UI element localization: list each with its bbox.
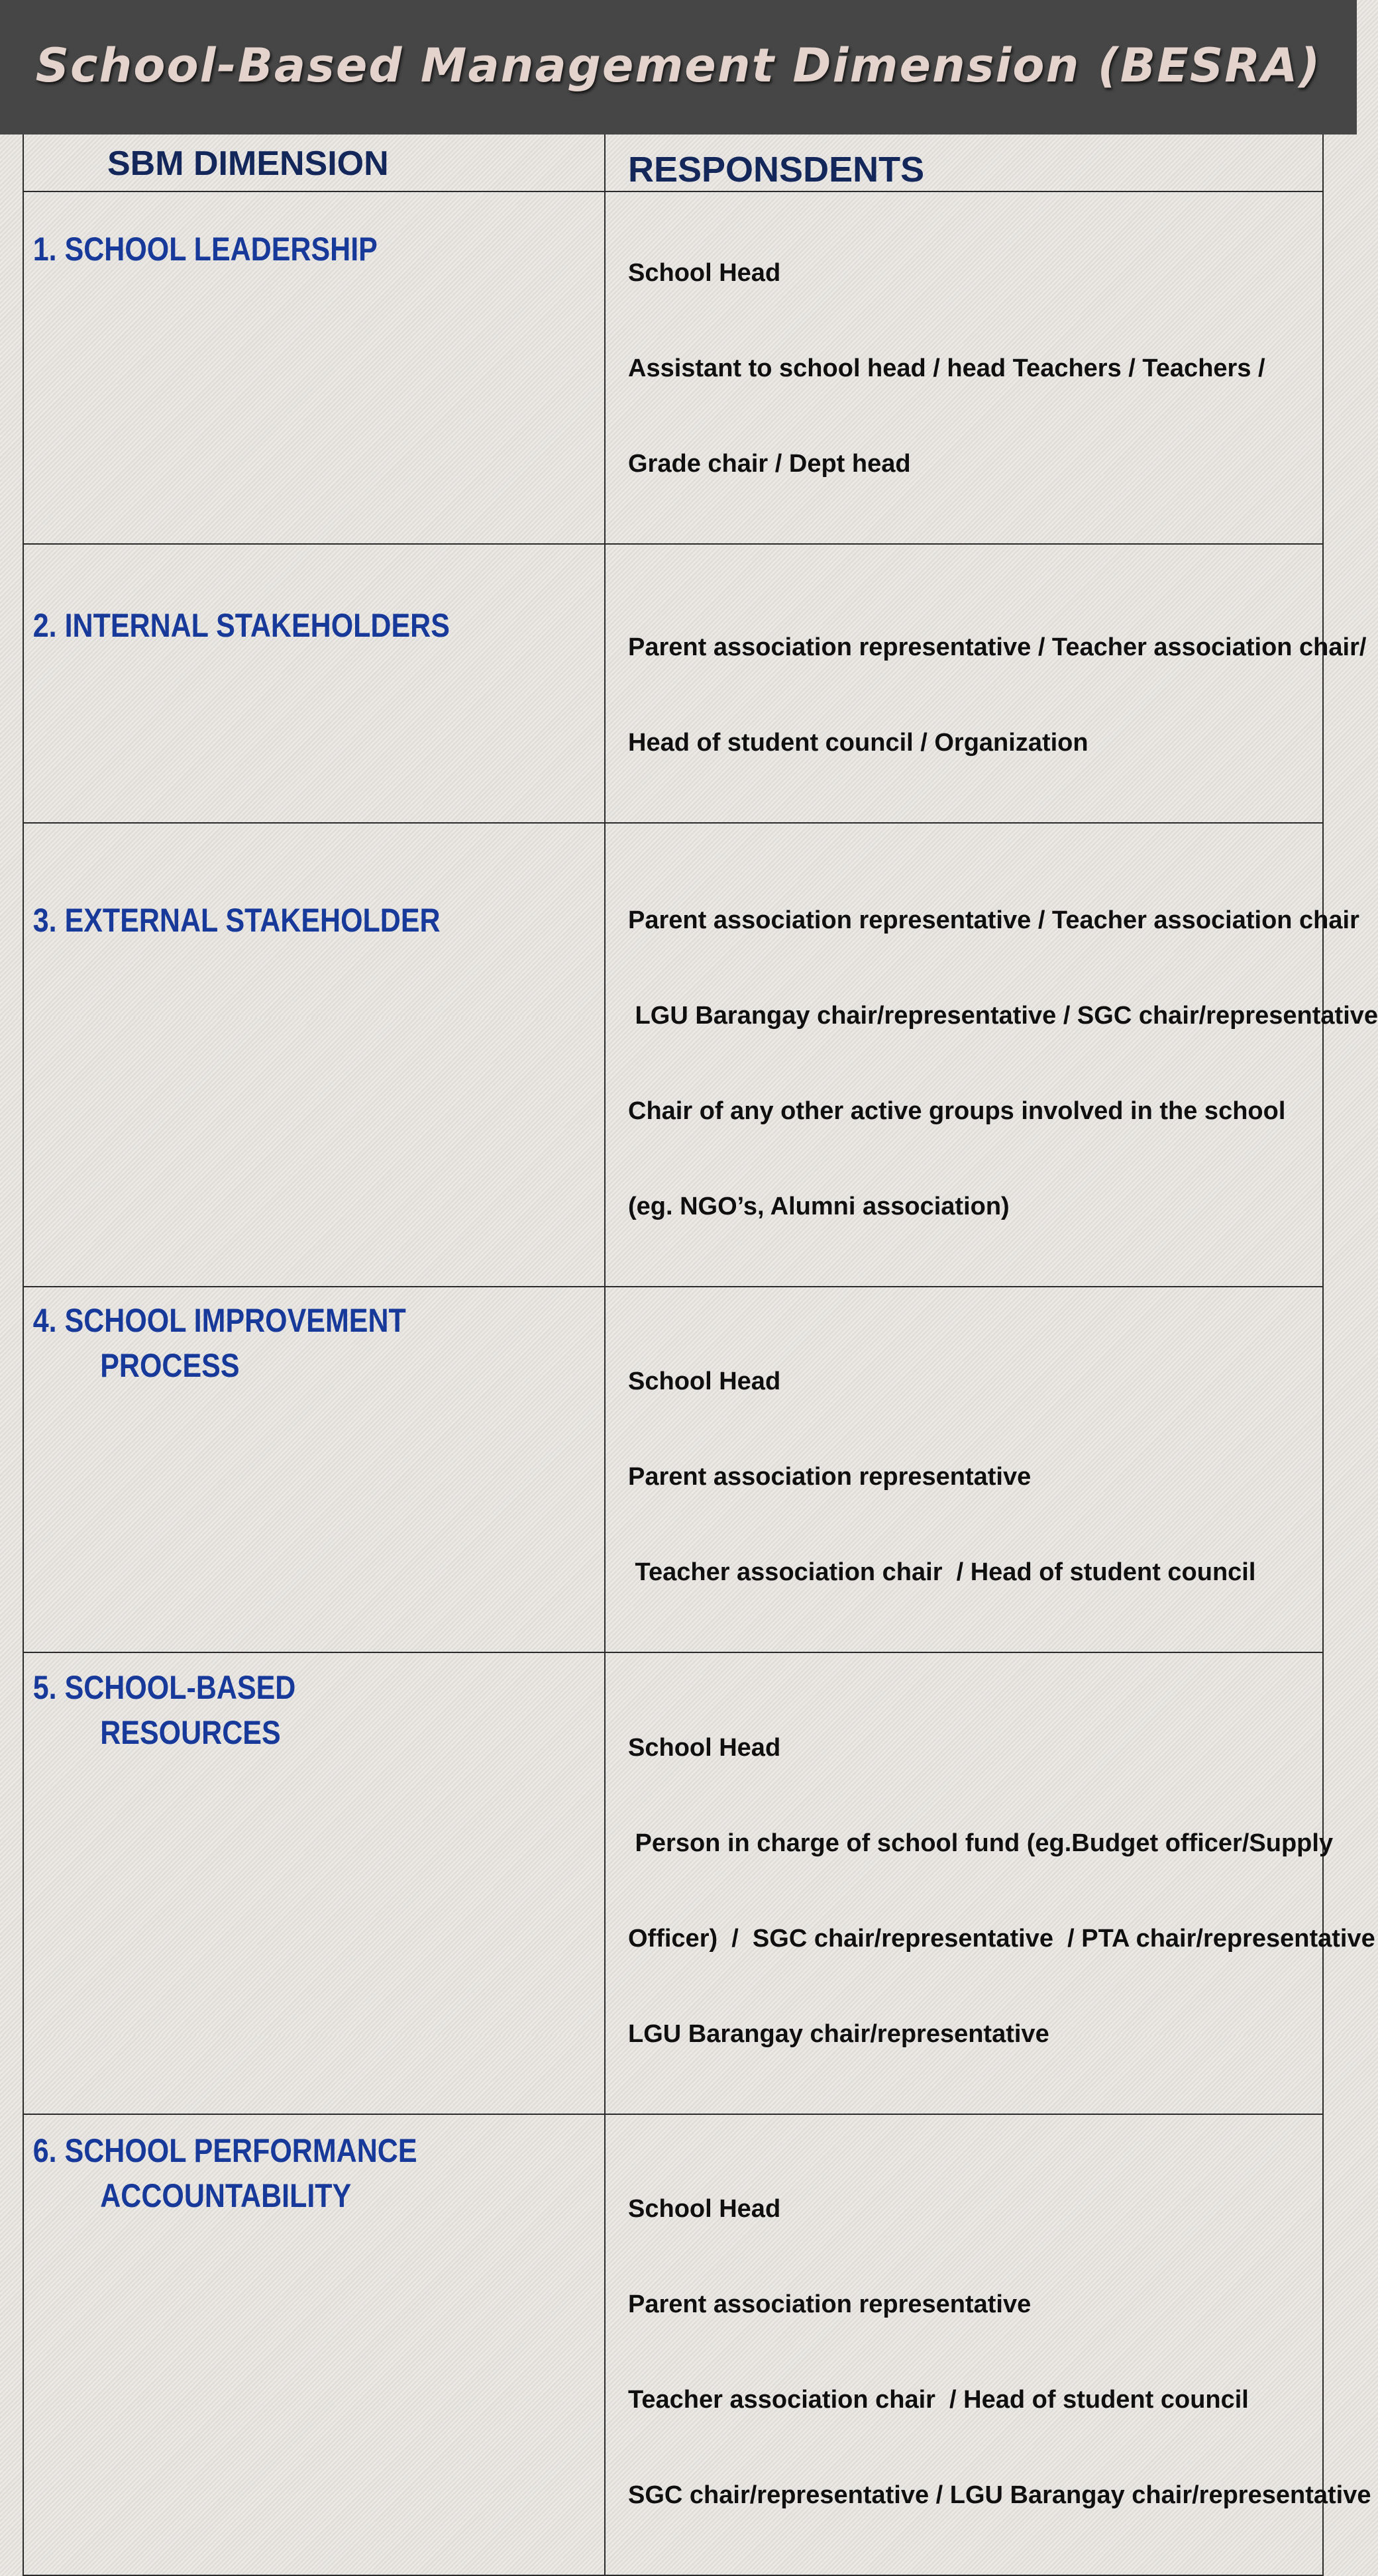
respondent-line: Head of student council / Organization: [628, 729, 1088, 757]
respondent-line: Parent association representative / Teacher association chair/: [628, 633, 1367, 661]
dimension-label: [24, 192, 523, 272]
dimension-label: [24, 1653, 523, 1755]
header-sbm-dimension: SBM DIMENSION: [23, 134, 605, 191]
dimension-label: [24, 545, 523, 648]
table-row: [23, 544, 1323, 823]
respondent-line: School Head: [628, 1734, 781, 1762]
table-row: [23, 191, 1323, 544]
slide-title: School-Based Management Dimension (BESRA): [35, 38, 1322, 93]
dimension-label: [24, 824, 523, 943]
respondent-line: Officer) / SGC chair/representative / PTA chair/representative: [628, 1925, 1375, 1953]
dimension-line: 4. SCHOOL IMPROVEMENT: [32, 1302, 406, 1339]
respondent-line: School Head: [628, 1368, 781, 1395]
dimension-label: [24, 1287, 523, 1388]
respondent-line: LGU Barangay chair/representative: [628, 2020, 1049, 2048]
dimension-cell: [23, 823, 605, 1287]
respondents-cell: [605, 823, 1378, 1287]
dimension-line: RESOURCES: [100, 1714, 281, 1751]
respondent-line: Person in charge of school fund (eg.Budget officer/Supply: [628, 1829, 1334, 1857]
sbm-table: [23, 134, 1378, 2576]
dimension-line: 1. SCHOOL LEADERSHIP: [32, 231, 378, 268]
respondent-line: Parent association representative: [628, 1463, 1032, 1491]
table-row: [23, 823, 1323, 1287]
respondent-line: Chair of any other active groups involved in the school: [628, 1097, 1286, 1125]
table-row: [23, 1652, 1323, 2114]
table-header-row: [23, 134, 1323, 191]
respondents-cell: [605, 1287, 1323, 1652]
respondent-line: SGC chair/representative / LGU Barangay chair/representative: [628, 2481, 1371, 2509]
header-respondents: RESPONSDENTS: [605, 134, 1323, 191]
table-row: [23, 1287, 1323, 1652]
dimension-cell: [23, 1652, 605, 2114]
respondents-cell: [605, 544, 1367, 823]
respondent-line: Parent association representative / Teacher association chair: [628, 906, 1359, 934]
respondent-line: School Head: [628, 2195, 781, 2223]
respondent-line: School Head: [628, 259, 781, 287]
dimension-line: ACCOUNTABILITY: [100, 2177, 352, 2214]
respondent-line: Teacher association chair / Head of student council: [628, 1558, 1256, 1586]
dimension-label: [24, 2115, 523, 2218]
dimension-line: 6. SCHOOL PERFORMANCE: [32, 2132, 417, 2169]
respondent-line: Assistant to school head / head Teachers / Teachers /: [628, 354, 1265, 382]
respondents-cell: [605, 1652, 1375, 2114]
table-row: [23, 2114, 1323, 2575]
respondent-line: (eg. NGO’s, Alumni association): [628, 1193, 1010, 1220]
dimension-line: 5. SCHOOL-BASED: [32, 1669, 296, 1706]
dimension-cell: [23, 191, 605, 544]
sbm-table-container: [23, 134, 1378, 2509]
respondent-line: Parent association representative: [628, 2290, 1032, 2318]
respondents-cell: [605, 191, 1323, 544]
respondents-cell: [605, 2114, 1371, 2575]
dimension-line: PROCESS: [100, 1347, 240, 1384]
dimension-cell: [23, 2114, 605, 2575]
respondent-line: Grade chair / Dept head: [628, 450, 911, 478]
dimension-cell: [23, 544, 605, 823]
dimension-cell: [23, 1287, 605, 1652]
dimension-line: 3. EXTERNAL STAKEHOLDER: [32, 902, 441, 939]
respondent-line: LGU Barangay chair/representative / SGC chair/representative: [628, 1002, 1378, 1030]
respondent-line: Teacher association chair / Head of student council: [628, 2386, 1249, 2414]
dimension-line: 2. INTERNAL STAKEHOLDERS: [32, 607, 450, 644]
